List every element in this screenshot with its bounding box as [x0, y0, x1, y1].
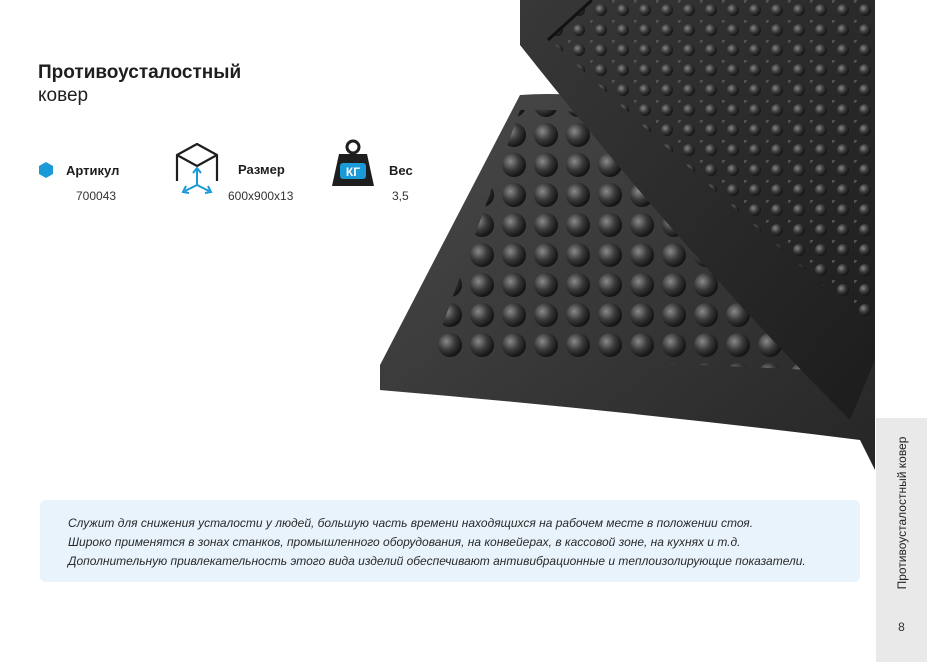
size-value: 600x900x13: [228, 189, 294, 203]
description-line: Широко применятся в зонах станков, промышленного оборудования, на конвейерах, в кассовой зоне, на кухнях и т.д.: [68, 535, 741, 549]
description-line: Служит для снижения усталости у людей, большую часть времени находящихся на рабочем месте в положении стоя.: [68, 516, 754, 530]
product-title: Противоусталостный: [38, 62, 242, 83]
weight-value: 3,5: [392, 189, 409, 203]
weight-icon-text: КГ: [345, 165, 361, 179]
page-number: 8: [898, 620, 905, 634]
section-label: Противоусталостный ковер: [894, 436, 909, 590]
size-label: Размер: [238, 162, 285, 177]
product-subtitle: ковер: [38, 85, 89, 106]
box-dimensions-icon: [175, 141, 219, 195]
article-label: Артикул: [66, 163, 120, 178]
description-box: [40, 500, 860, 582]
hexagon-icon: [39, 162, 53, 178]
product-photo: [370, 0, 875, 470]
article-value: 700043: [76, 189, 117, 203]
description-line: Дополнительную привлекательность этого вида изделий обеспечивают антивибрационные и теплоизолирующие показатели.: [68, 554, 806, 568]
weight-label: Вес: [389, 163, 413, 178]
section-side-tab: [876, 418, 927, 662]
